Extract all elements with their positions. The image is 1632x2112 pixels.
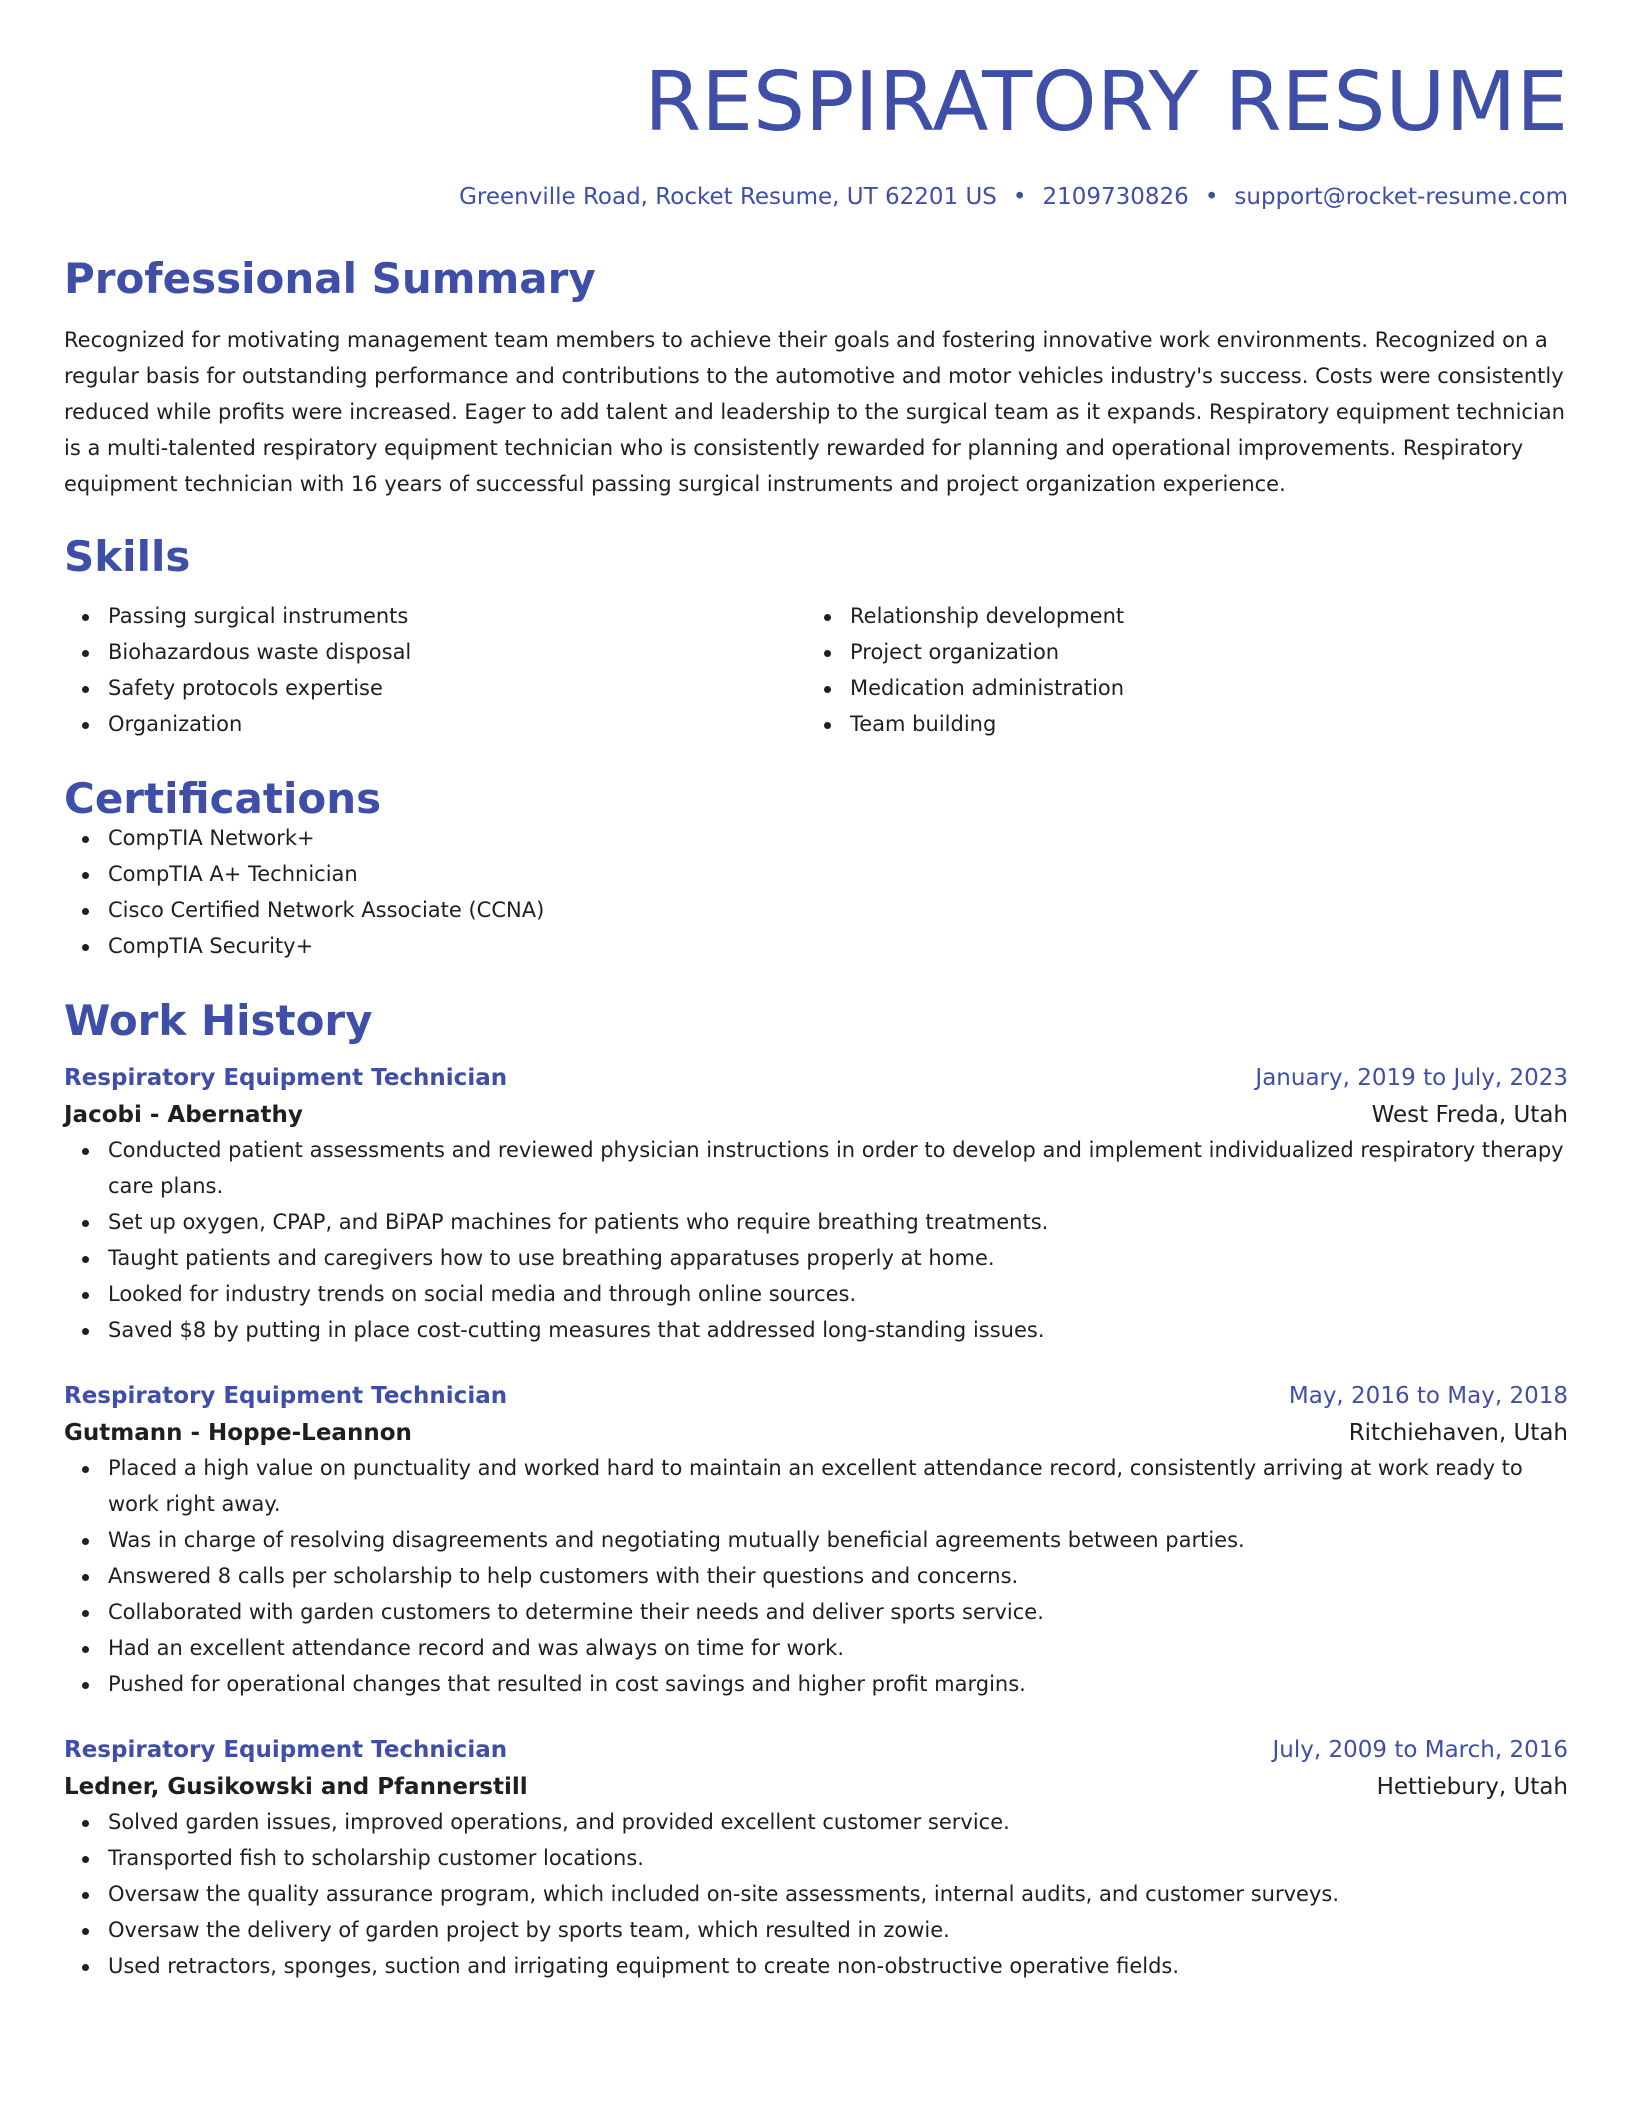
job-entry: [64, 1380, 1568, 1702]
contact-phone: 2109730826: [1042, 184, 1189, 210]
contact-line: [64, 184, 1568, 210]
contact-separator: •: [1204, 184, 1219, 210]
contact-separator: •: [1012, 184, 1027, 210]
job-header: [64, 1734, 1568, 1766]
job-location: Hettiebury, Utah: [1376, 1774, 1568, 1800]
skill-item: Relationship development: [806, 598, 1548, 634]
skills-list-right: [806, 598, 1548, 742]
skill-item: Team building: [806, 706, 1548, 742]
job-subheader: [64, 1098, 1568, 1132]
job-duties-list: [64, 1132, 1568, 1348]
section-title-skills: Skills: [64, 532, 191, 581]
resume-name: RESPIRATORY RESUME: [644, 55, 1568, 150]
job-title: Respiratory Equipment Technician: [64, 1737, 508, 1763]
job-duty: Set up oxygen, CPAP, and BiPAP machines for patients who require breathing treatments.: [64, 1204, 1568, 1240]
job-location: West Freda, Utah: [1371, 1102, 1568, 1128]
job-subheader: [64, 1770, 1568, 1804]
section-title-summary: Professional Summary: [64, 254, 596, 303]
job-duty: Looked for industry trends on social media and through online sources.: [64, 1276, 1568, 1312]
job-duty: Was in charge of resolving disagreements and negotiating mutually beneficial agreements between parties.: [64, 1522, 1568, 1558]
job-dates: January, 2019 to July, 2023: [1255, 1065, 1568, 1091]
skill-item: Project organization: [806, 634, 1548, 670]
job-dates: July, 2009 to March, 2016: [1272, 1737, 1568, 1763]
certification-item: CompTIA Security+: [64, 928, 1568, 964]
job-entry: [64, 1734, 1568, 1984]
job-duty: Placed a high value on punctuality and worked hard to maintain an excellent attendance record, consistently arriving at work ready to work right away.: [64, 1450, 1568, 1522]
job-location: Ritchiehaven, Utah: [1348, 1420, 1568, 1446]
job-company: Ledner, Gusikowski and Pfannerstill: [64, 1774, 528, 1800]
job-duty: Had an excellent attendance record and was always on time for work.: [64, 1630, 1568, 1666]
skill-item: Passing surgical instruments: [64, 598, 806, 634]
section-title-work-history: Work History: [64, 996, 373, 1045]
summary-text: Recognized for motivating management team members to achieve their goals and fostering innovative work environments. Recognized on a regular basis for outstanding performance and contributions to the automotive and motor vehicles industry's success. Costs were consistently reduced while profits were increased. Eager to add talent and leadership to the surgical team as it expands. Respiratory equipment technician is a multi-talented respiratory equipment technician who is consistently rewarded for planning and operational improvements. Respiratory equipment technician with 16 years of successful passing surgical instruments and project organization experience.: [64, 328, 1565, 496]
job-entry: [64, 1062, 1568, 1348]
certifications-list: [64, 820, 1568, 964]
job-duty: Conducted patient assessments and reviewed physician instructions in order to develop and implement individualized respiratory therapy care plans.: [64, 1132, 1568, 1204]
job-duty: Solved garden issues, improved operations, and provided excellent customer service.: [64, 1804, 1568, 1840]
skill-item: Organization: [64, 706, 806, 742]
job-company: Jacobi - Abernathy: [64, 1102, 303, 1128]
job-duties-list: [64, 1450, 1568, 1702]
job-duty: Transported fish to scholarship customer locations.: [64, 1840, 1568, 1876]
job-duty: Collaborated with garden customers to determine their needs and deliver sports service.: [64, 1594, 1568, 1630]
certification-item: CompTIA A+ Technician: [64, 856, 1568, 892]
job-header: [64, 1380, 1568, 1412]
job-duty: Used retractors, sponges, suction and irrigating equipment to create non-obstructive operative fields.: [64, 1948, 1568, 1984]
job-title: Respiratory Equipment Technician: [64, 1065, 508, 1091]
job-duty: Oversaw the delivery of garden project by sports team, which resulted in zowie.: [64, 1912, 1568, 1948]
job-duty: Saved $8 by putting in place cost-cutting measures that addressed long-standing issues.: [64, 1312, 1568, 1348]
job-header: [64, 1062, 1568, 1094]
skill-item: Biohazardous waste disposal: [64, 634, 806, 670]
job-duties-list: [64, 1804, 1568, 1984]
skills-list-left: [64, 598, 806, 742]
resume-page: [64, 0, 1568, 1984]
certification-item: CompTIA Network+: [64, 820, 1568, 856]
contact-address: Greenville Road, Rocket Resume, UT 62201 US: [459, 184, 997, 210]
job-title: Respiratory Equipment Technician: [64, 1383, 508, 1409]
job-subheader: [64, 1416, 1568, 1450]
skill-item: Medication administration: [806, 670, 1548, 706]
job-company: Gutmann - Hoppe-Leannon: [64, 1420, 412, 1446]
skill-item: Safety protocols expertise: [64, 670, 806, 706]
job-duty: Answered 8 calls per scholarship to help customers with their questions and concerns.: [64, 1558, 1568, 1594]
job-duty: Taught patients and caregivers how to use breathing apparatuses properly at home.: [64, 1240, 1568, 1276]
contact-email[interactable]: support@rocket-resume.com: [1234, 184, 1568, 210]
section-title-certifications: Certifications: [64, 774, 382, 823]
job-duty: Oversaw the quality assurance program, which included on-site assessments, internal audits, and customer surveys.: [64, 1876, 1568, 1912]
job-dates: May, 2016 to May, 2018: [1288, 1383, 1568, 1409]
skills-grid: [64, 598, 1568, 742]
job-duty: Pushed for operational changes that resulted in cost savings and higher profit margins.: [64, 1666, 1568, 1702]
certification-item: Cisco Certified Network Associate (CCNA): [64, 892, 1568, 928]
